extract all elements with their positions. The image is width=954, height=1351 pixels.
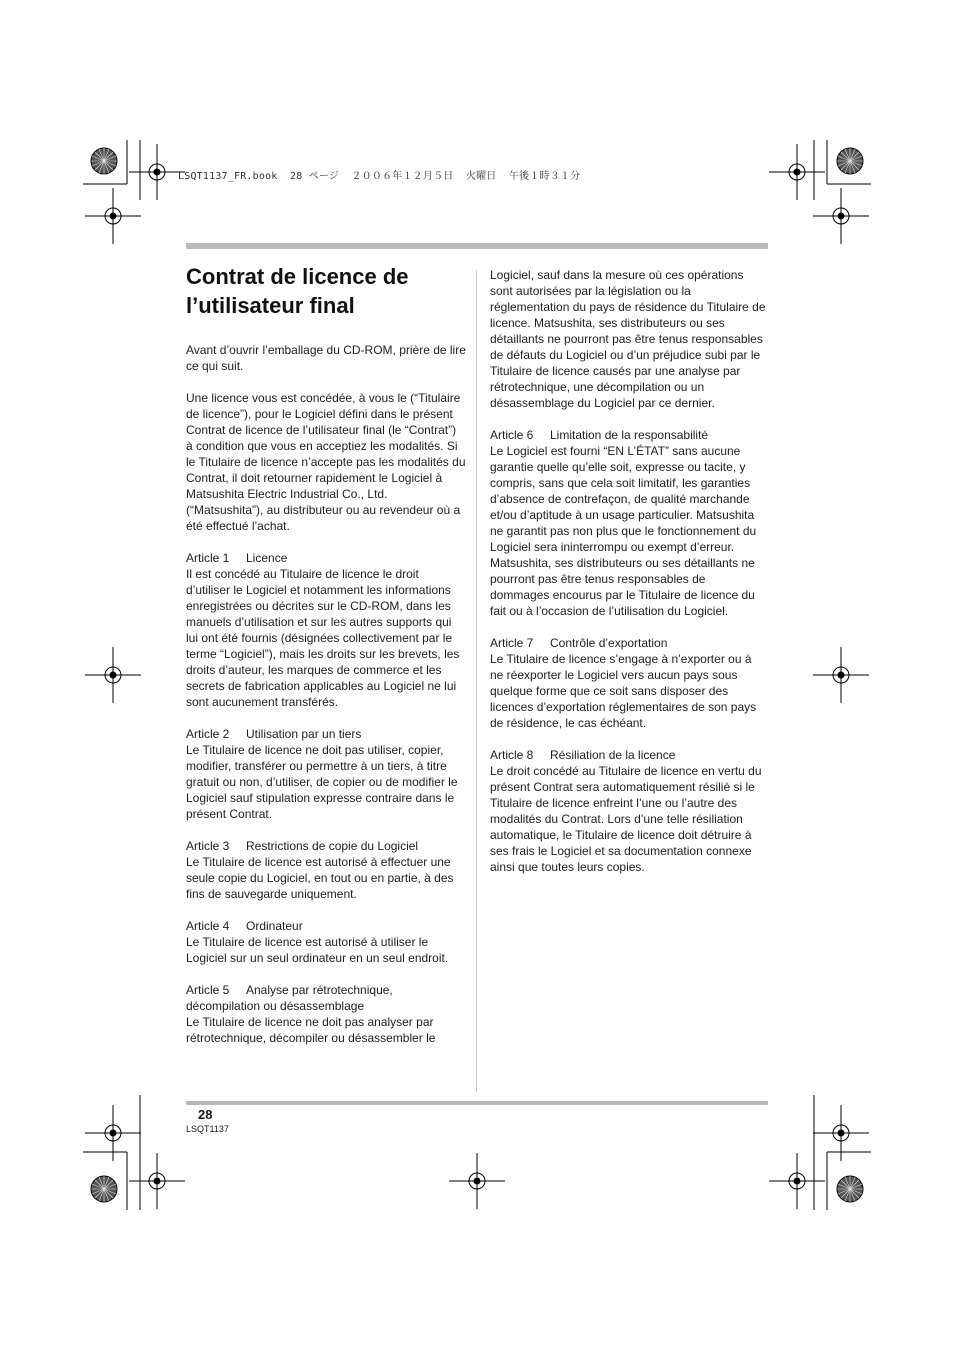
article-6 — [490, 427, 766, 619]
preamble-paragraph: Une licence vous est concédée, à vous le (“Titulaire de licence”), pour le Logiciel défini dans le présent Contrat de licence de l’utilisateur final (le “Contrat”) à condition que vous en acceptiez les modalités. Si le Titulaire de licence n’accepte pas les modalités du Contrat, il doit retourner rapidement le Logiciel à Matsushita Electric Industrial Co., Ltd. (“Matsushita”), au distributeur ou au revendeur où a été effectué l’achat. — [186, 391, 466, 533]
article-number: Article 6 — [490, 428, 534, 442]
column-divider — [476, 270, 477, 1092]
page-title: Contrat de licence de l’utilisateur final — [186, 264, 409, 318]
article-body: Le Titulaire de licence ne doit pas analyser par rétrotechnique, décompiler ou désassembler le — [186, 1015, 436, 1045]
article-body: Le Logiciel est fourni “EN L’ÉTAT” sans aucune garantie quelle qu’elle soit, expresse ou tacite, y compris, sans que cela soit limitatif, les garanties d’absence de contrefaçon, de qualité marchande et/ou d’aptitude à un usage particulier. Matsushita ne garantit pas non plus que le fonctionnement du Logiciel sera ininterrompu ou exempt d’erreur. Matsushita, ses distributeurs ou ses détaillants ne pourront pas être tenus responsables de dommages encourus par le Titulaire de licence du fait ou à l’occasion de l’utilisation du Logiciel. — [490, 444, 757, 618]
page-number: 28 — [198, 1107, 213, 1122]
article-body: Le Titulaire de licence ne doit pas utiliser, copier, modifier, transférer ou permettre à un tiers, à titre gratuit ou non, d’utiliser, de copier ou de modifier le Logiciel sauf stipulation expresse contraire dans le présent Contrat. — [186, 743, 458, 821]
document-code: LSQT1137 — [186, 1124, 229, 1134]
article-number: Article 8 — [490, 748, 534, 762]
article-1 — [186, 550, 466, 710]
article-heading: Contrôle d’exportation — [550, 636, 668, 650]
article-number: Article 3 — [186, 839, 230, 853]
print-header: LSQT1137_FR.book 28 ページ ２００６年１２月５日 火曜日 午後１時３１分 — [178, 171, 581, 182]
article-body: Le Titulaire de licence est autorisé à effectuer une seule copie du Logiciel, en tout ou en partie, à des fins de sauvegarde uniquement. — [186, 855, 454, 901]
article-5 — [186, 982, 466, 1046]
article-heading: Restrictions de copie du Logiciel — [246, 839, 419, 853]
article-3 — [186, 838, 466, 902]
bottom-rule — [186, 1101, 768, 1105]
article-body: Le droit concédé au Titulaire de licence en vertu du présent Contrat sera automatiquement résilié si le Titulaire de licence enfreint l’une ou l’autre des modalités du Contrat. Lors d’une telle résiliation automatique, le Titulaire de licence doit détruire à ses frais le Logiciel et sa documentation connexe ainsi que toutes leurs copies. — [490, 764, 762, 874]
article-heading: Résiliation de la licence — [550, 748, 676, 762]
article-heading: Analyse par rétrotechnique, décompilation ou désassemblage — [186, 983, 393, 1013]
continuation-paragraph: Logiciel, sauf dans la mesure où ces opérations sont autorisées par la législation ou la réglementation du pays de résidence du Titulaire de licence. Matsushita, ses distributeurs ou ses détaillants ne pourront pas être tenus responsables de défauts du Logiciel ou d’un préjudice subi par le Titulaire de licence causés par une analyse par rétrotechnique, une décompilation ou un désassemblage du Logiciel par ce dernier. — [490, 268, 766, 410]
article-2 — [186, 726, 466, 822]
article-body: Le Titulaire de licence est autorisé à utiliser le Logiciel sur un seul ordinateur en un seul endroit. — [186, 935, 449, 965]
article-heading: Utilisation par un tiers — [246, 727, 362, 741]
top-rule — [186, 243, 768, 249]
article-4 — [186, 918, 466, 966]
article-8 — [490, 747, 766, 875]
article-number: Article 4 — [186, 919, 230, 933]
article-heading: Ordinateur — [246, 919, 303, 933]
article-body: Il est concédé au Titulaire de licence le droit d’utiliser le Logiciel et notamment les informations enregistrées ou décrites sur le CD-ROM, dans les manuels d’utilisation et sur les autres supports qui lui ont été fournis (désignées collectivement par le terme “Logiciel”), mais les droits sur les brevets, les droits d’auteur, les marques de commerce et les secrets de fabrication applicables au Logiciel ne lui sont aucunement transférés. — [186, 567, 460, 709]
article-number: Article 5 — [186, 983, 230, 997]
article-number: Article 7 — [490, 636, 534, 650]
article-number: Article 2 — [186, 727, 230, 741]
left-column — [186, 342, 466, 1062]
article-heading: Limitation de la responsabilité — [550, 428, 709, 442]
article-number: Article 1 — [186, 551, 230, 565]
article-body: Le Titulaire de licence s’engage à n’exporter ou à ne réexporter le Logiciel vers aucun pays sous quelque forme que ce soit sans disposer des licences d’exportation réglementaires de son pays de résidence, le cas échéant. — [490, 652, 757, 730]
intro-paragraph: Avant d’ouvrir l’emballage du CD-ROM, prière de lire ce qui suit. — [186, 343, 466, 373]
article-heading: Licence — [246, 551, 288, 565]
right-column — [490, 267, 766, 891]
article-7 — [490, 635, 766, 731]
